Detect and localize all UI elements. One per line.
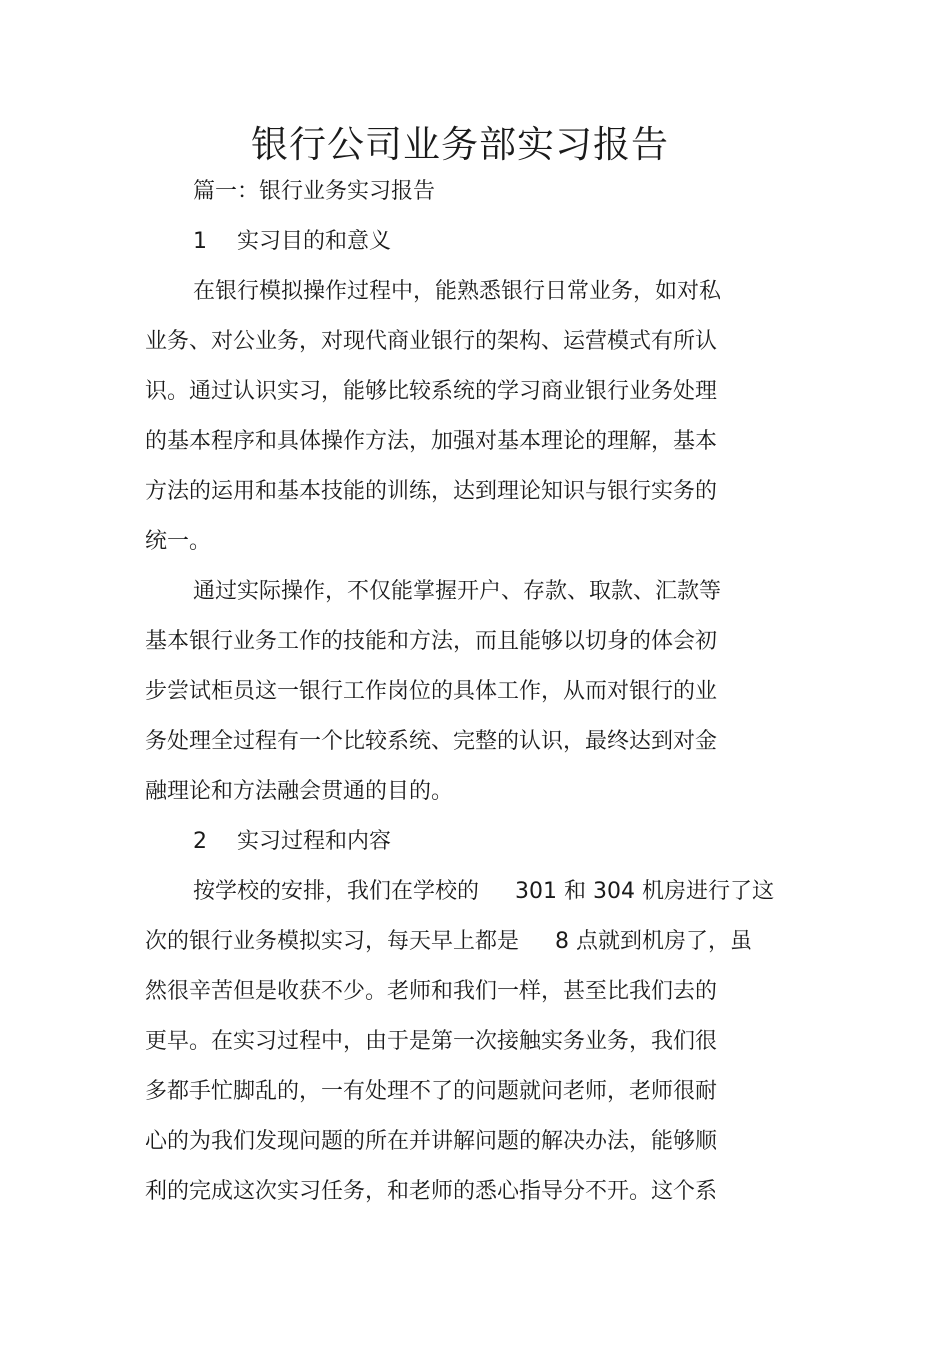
para3-line-3: 然很辛苦但是收获不少。老师和我们一样，甚至比我们去的 <box>145 979 718 1004</box>
para1-line-1: 在银行模拟操作过程中，能熟悉银行日常业务，如对私 <box>193 279 722 304</box>
para1-line-3: 识。通过认识实习，能够比较系统的学习商业银行业务处理 <box>145 379 718 404</box>
para2-line-3: 步尝试柜员这一银行工作岗位的具体工作，从而对银行的业 <box>145 679 718 704</box>
section-2-title: 实习过程和内容 <box>237 829 392 854</box>
para3-line-1-a: 按学校的安排，我们在学校的 <box>193 879 480 904</box>
para2-line-5: 融理论和方法融会贯通的目的。 <box>145 779 454 804</box>
para3-line-7: 利的完成这次实习任务，和老师的悉心指导分不开。这个系 <box>145 1179 718 1204</box>
para1-line-6: 统一。 <box>145 529 212 554</box>
chapter-heading: 篇一：银行业务实习报告 <box>193 179 436 204</box>
section-2-number: 2 <box>193 829 207 854</box>
para3-line-2-b: 8 点就到机房了，虽 <box>555 929 753 954</box>
para3-line-2 <box>145 927 752 957</box>
section-1-title: 实习目的和意义 <box>237 229 392 254</box>
para1-line-2: 业务、对公业务，对现代商业银行的架构、运营模式有所认 <box>145 329 718 354</box>
para2-line-2: 基本银行业务工作的技能和方法，而且能够以切身的体会初 <box>145 629 718 654</box>
para3-line-4: 更早。在实习过程中，由于是第一次接触实务业务，我们很 <box>145 1029 718 1054</box>
para3-line-1 <box>193 877 774 907</box>
para3-line-6: 心的为我们发现问题的所在并讲解问题的解决办法，能够顺 <box>145 1129 718 1154</box>
para1-line-4: 的基本程序和具体操作方法，加强对基本理论的理解，基本 <box>145 429 718 454</box>
section-1-number: 1 <box>193 229 207 254</box>
para3-line-2-a: 次的银行业务模拟实习，每天早上都是 <box>145 929 520 954</box>
para2-line-1: 通过实际操作，不仅能掌握开户、存款、取款、汇款等 <box>193 579 722 604</box>
document-title: 银行公司业务部实习报告 <box>251 123 669 166</box>
para1-line-5: 方法的运用和基本技能的训练，达到理论知识与银行实务的 <box>145 479 718 504</box>
section-2-heading <box>193 827 391 857</box>
para3-line-1-b: 301 和 304 机房进行了这 <box>515 879 774 904</box>
para3-line-5: 多都手忙脚乱的，一有处理不了的问题就问老师，老师很耐 <box>145 1079 718 1104</box>
para2-line-4: 务处理全过程有一个比较系统、完整的认识，最终达到对金 <box>145 729 718 754</box>
section-1-heading <box>193 227 391 257</box>
